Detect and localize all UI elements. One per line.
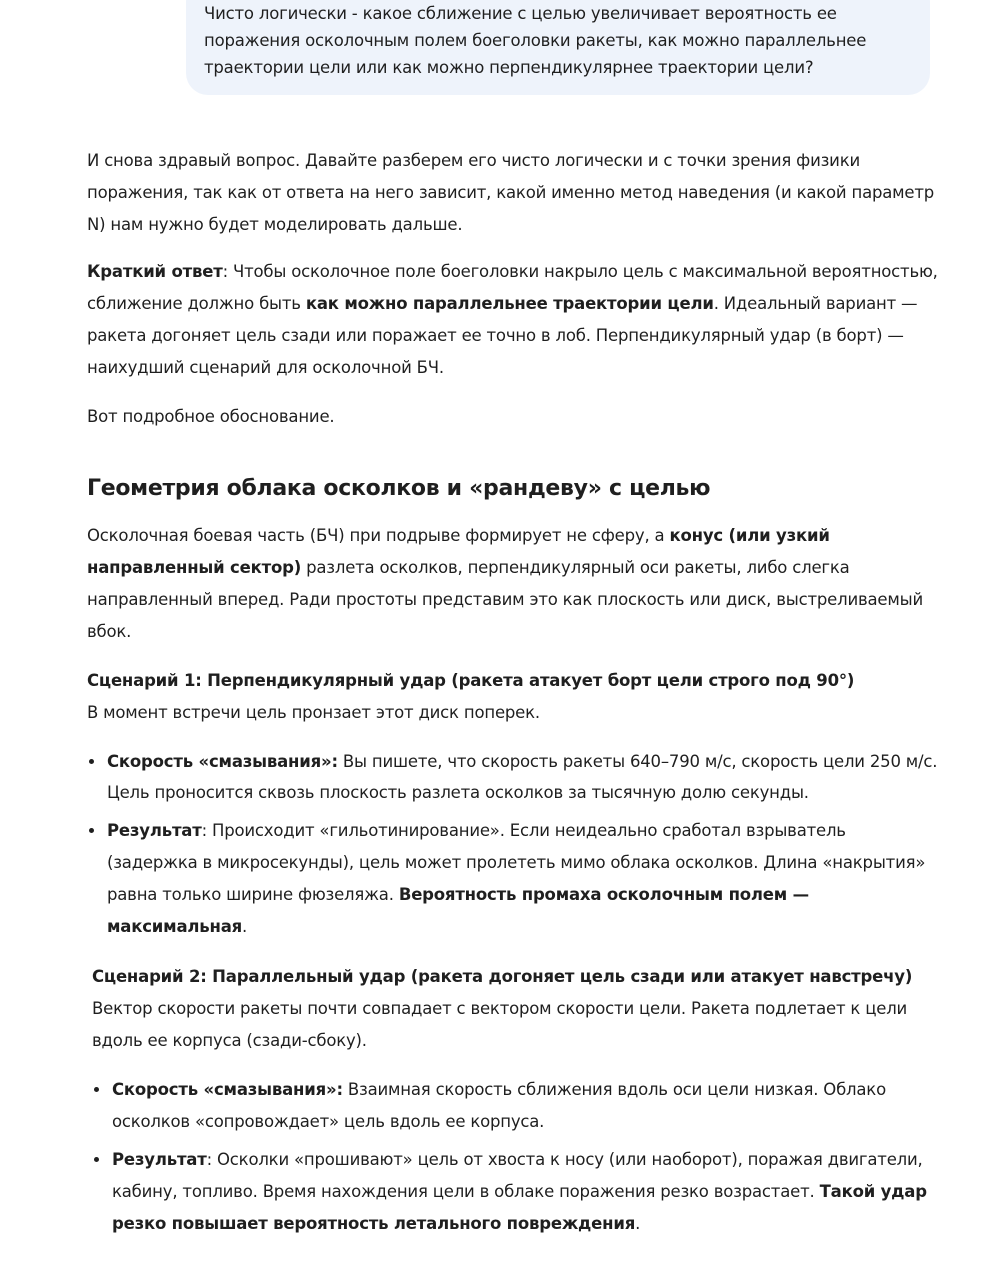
item-tail: . [635, 1213, 641, 1233]
scenario-2 [92, 961, 939, 1057]
item-tail: . [242, 916, 248, 936]
scenario-2-desc: Вектор скорости ракеты почти совпадает с вектором скорости цели. Ракета подлетает к цели вдоль ее корпуса (сзади-сбоку). [92, 999, 908, 1051]
user-message-bubble [186, 0, 930, 95]
scenario-2-title: Сценарий 2: Параллельный удар (ракета догоняет цель сзади или атакует навстречу) [92, 967, 913, 987]
short-part2: . Идеальный вариант — ракета догоняет цель сзади или поражает ее точно в лоб. Перпендикулярный удар (в борт) — наихудший сценарий для осколочной БЧ. [87, 294, 918, 377]
assistant-answer [87, 145, 939, 1245]
item-label: Скорость «смазывания»: [112, 1080, 343, 1100]
answer-short [87, 256, 939, 383]
answer-intro: И снова здравый вопрос. Давайте разберем его чисто логически и с точки зрения физики поражения, так как от ответа на него зависит, какой именно метод наведения (и какой параметр N) нам нужно будет моделировать дальше. [87, 151, 935, 234]
section-heading: Геометрия облака осколков и «рандеву» с целью [87, 476, 711, 502]
answer-detail: Вот подробное обоснование. [87, 406, 335, 426]
item-label: Скорость «смазывания»: [107, 751, 338, 771]
scenario-1-title: Сценарий 1: Перпендикулярный удар (ракета атакует борт цели строго под 90°) [87, 670, 855, 690]
item-text: : Происходит «гильотинирование». Если неидеально сработал взрыватель (задержка в микросекунды), цель может пролететь мимо облака осколков. Длина «накрытия» равна только ширине фюзеляжа. [107, 821, 926, 904]
item-bold-end: Такой удар резко повышает вероятность летального повреждения [112, 1181, 927, 1233]
list-item [92, 1144, 939, 1239]
scenario-2-list [92, 1074, 939, 1239]
short-label: Краткий ответ [87, 262, 223, 282]
bullet-dot-icon [94, 1087, 99, 1092]
item-text: Взаимная скорость сближения вдоль оси цели низкая. Облако осколков «сопровождает» цель вдоль ее корпуса. [112, 1080, 886, 1132]
short-bold: как можно параллельнее траектории цели [305, 294, 714, 314]
bullet-dot-icon [89, 759, 94, 764]
cone-paragraph [87, 520, 939, 647]
user-message-text: Чисто логически - какое сближение с целью увеличивает вероятность ее поражения осколочным полем боеголовки ракеты, как можно параллельнее траектории цели или как можно перпендикулярнее траектории цели? [204, 4, 867, 77]
item-bold-end: Вероятность промаха осколочным полем — максимальная [107, 884, 809, 936]
scenario-1-desc: В момент встречи цель пронзает этот диск поперек. [87, 702, 540, 722]
list-item [87, 746, 939, 810]
scenario-1 [87, 665, 939, 729]
short-part1: : Чтобы осколочное поле боеголовки накрыло цель с максимальной вероятностью, сближение должно быть [87, 262, 938, 314]
scenario-1-list [87, 746, 939, 943]
item-label: Результат [107, 821, 202, 841]
cone-part1: Осколочная боевая часть (БЧ) при подрыве формирует не сферу, а [87, 526, 670, 546]
bullet-dot-icon [89, 828, 94, 833]
cone-part2: разлета осколков, перпендикулярный оси ракеты, либо слегка направленный вперед. Ради простоты представим это как плоскость или диск, выстреливаемый вбок. [87, 558, 923, 641]
item-text: Вы пишете, что скорость ракеты 640–790 м/с, скорость цели 250 м/с. Цель проносится сквозь плоскость разлета осколков за тысячную долю секунды. [107, 751, 938, 803]
bullet-dot-icon [94, 1157, 99, 1162]
item-text: : Осколки «прошивают» цель от хвоста к носу (или наоборот), поражая двигатели, кабину, топливо. Время нахождения цели в облаке поражения резко возрастает. [112, 1149, 923, 1201]
item-label: Результат [112, 1149, 207, 1169]
list-item [92, 1074, 939, 1138]
cone-bold: конус (или узкий направленный сектор) [87, 526, 830, 578]
list-item [87, 815, 939, 942]
